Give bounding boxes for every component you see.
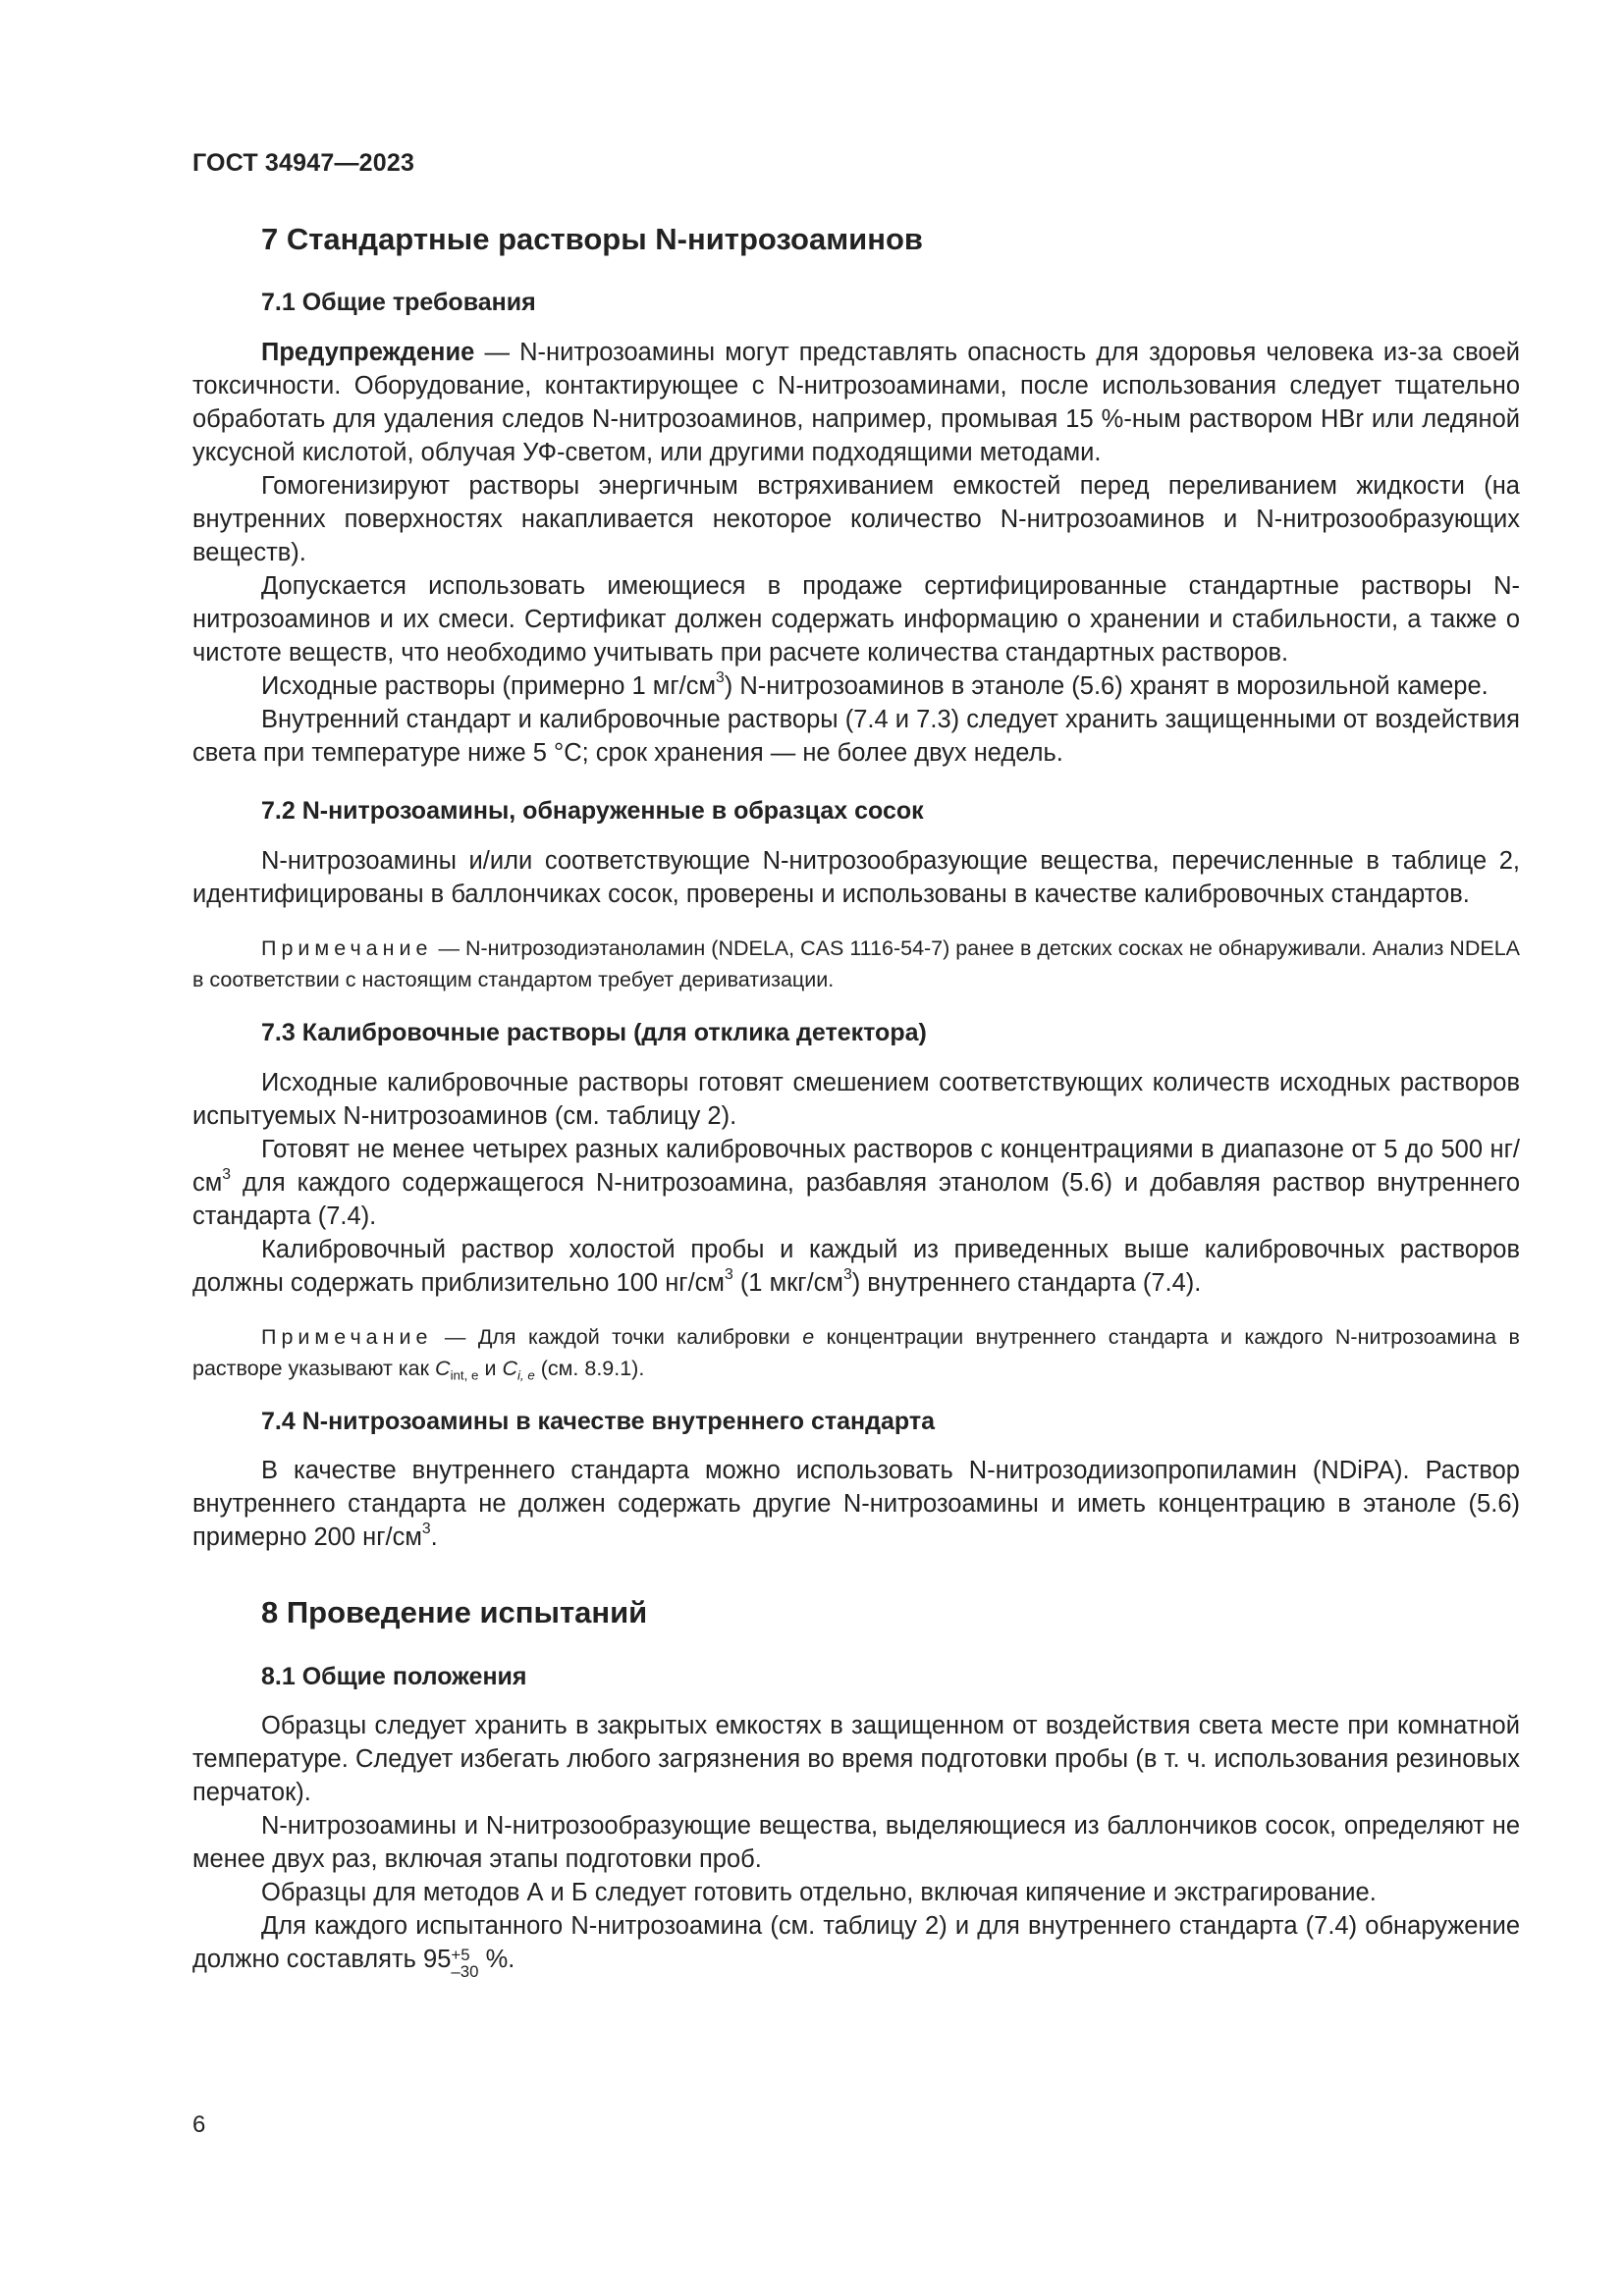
subsection-7-3-title: 7.3 Калибровочные растворы (для отклика детектора) — [261, 1018, 927, 1046]
note-label: Примечание — [261, 935, 433, 960]
tolerance — [451, 1945, 479, 1981]
paragraph-7-1-3: Допускается использовать имеющиеся в продаже сертифицированные стандартные растворы N-нитрозоаминов и их смеси. Сертификат должен содержать информацию о хранении и стабильности, а также о чистоте веществ, что необходимо учитывать при расчете количества стандартных растворов. — [192, 572, 1520, 667]
document-code: ГОСТ 34947—2023 — [192, 149, 415, 177]
paragraph-8-1-1: Образцы следует хранить в закрытых емкостях в защищенном от воздействия света месте при комнатной температуре. Следует избегать любого загрязнения во время подготовки пробы (в т. ч. использования резиновых перчаток). — [192, 1712, 1520, 1807]
text-run: . — [430, 1523, 438, 1552]
subscript — [517, 1367, 535, 1382]
subsection-7-1-title: 7.1 Общие требования — [261, 289, 536, 317]
italic-symbol: C — [435, 1356, 451, 1380]
superscript: 3 — [715, 669, 725, 687]
text-run: В качестве внутреннего стандарта можно использовать N-нитрозодиизопропиламин (NDiPA). Раствор внутреннего стандарта не должен содержать другие N-нитрозоамины и иметь концентрацию в этаноле (5.6) примерно 200 нг/см — [192, 1457, 1520, 1552]
text-run: концентрации внутреннего стандарта и каждого N-нитрозоамина в растворе указывают как — [192, 1324, 1520, 1380]
note-7-2 — [192, 933, 1520, 995]
text-run: ) внутреннего стандарта (7.4). — [851, 1268, 1202, 1297]
page-body — [192, 220, 1520, 1980]
italic-subscript: i, e — [516, 1367, 535, 1383]
paragraph-7-4-1 — [192, 1454, 1520, 1554]
note-text: — N-нитрозодиэтаноламин (NDELA, CAS 1116-54-7) ранее в детских сосках не обнаруживали. Анализ NDELA в соответствии с настоящим стандартом требует дериватизации. — [192, 935, 1520, 991]
superscript: 3 — [724, 1265, 733, 1283]
warning-paragraph — [192, 336, 1520, 469]
note-7-3 — [192, 1321, 1520, 1384]
tolerance-minus: –30 — [451, 1961, 479, 1981]
text-run: (см. 8.9.1). — [534, 1356, 645, 1380]
superscript: 3 — [421, 1521, 431, 1538]
text-run: ) N-нитрозоаминов в этаноле (5.6) хранят в морозильной камере. — [724, 672, 1489, 701]
paragraph-7-3-2 — [192, 1133, 1520, 1233]
text-run: (1 мкг/см — [732, 1268, 843, 1297]
paragraph-7-1-5: Внутренний стандарт и калибровочные растворы (7.4 и 7.3) следует хранить защищенными от воздействия света при температуре ниже 5 °C; срок хранения — не более двух недель. — [192, 706, 1520, 768]
warning-label: Предупреждение — [261, 339, 475, 367]
italic-symbol: e — [802, 1324, 815, 1349]
note-label: Примечание — [261, 1324, 433, 1349]
paragraph-7-3-3 — [192, 1233, 1520, 1300]
section-7-title: 7 Стандартные растворы N-нитрозоаминов — [261, 222, 923, 256]
text-run: — Для каждой точки калибровки — [432, 1324, 803, 1349]
italic-symbol: C — [502, 1356, 517, 1380]
text-run: Готовят не менее четырех разных калибровочных растворов с концентрациями в диапазоне от 5 до 500 нг/см — [192, 1135, 1520, 1197]
subscript: int, e — [450, 1367, 479, 1383]
superscript: 3 — [222, 1165, 232, 1183]
subsection-7-2-title: 7.2 N-нитрозоамины, обнаруженные в образцах сосок — [261, 797, 924, 826]
paragraph-8-1-4 — [192, 1909, 1520, 1980]
text-run: Калибровочный раствор холостой пробы и каждый из приведенных выше калибровочных растворов должны содержать приблизительно 100 нг/см — [192, 1235, 1520, 1297]
text-run: %. — [478, 1946, 515, 1974]
paragraph-7-1-4 — [192, 669, 1520, 703]
paragraph-7-3-1: Исходные калибровочные растворы готовят смешением соответствующих количеств исходных растворов испытуемых N-нитрозоаминов (см. таблицу 2). — [192, 1068, 1520, 1130]
text-run: Для каждого испытанного N-нитрозоамина (см. таблицу 2) и для внутреннего стандарта (7.4) обнаружение должно составлять 95 — [192, 1912, 1520, 1974]
paragraph-8-1-3: Образцы для методов А и Б следует готовить отдельно, включая кипячение и экстрагирование. — [261, 1879, 1377, 1907]
text-run: Исходные растворы (примерно 1 мг/см — [261, 672, 716, 701]
subsection-7-4-title: 7.4 N-нитрозоамины в качестве внутреннего стандарта — [261, 1407, 935, 1435]
text-run: и — [478, 1356, 503, 1380]
subsection-8-1-title: 8.1 Общие положения — [261, 1662, 527, 1690]
warning-text: — N-нитрозоамины могут представлять опасность для здоровья человека из-за своей токсичности. Оборудование, контактирующее с N-нитрозоаминами, после использования следует тщательно обработать для удаления следов N-нитрозоаминов, например, промывая 15 %-ным раствором HBr или ледяной уксусной кислотой, облучая УФ-светом, или другими подходящими методами. — [192, 339, 1520, 467]
paragraph-8-1-2: N-нитрозоамины и N-нитрозообразующие вещества, выделяющиеся из баллончиков сосок, определяют не менее двух раз, включая этапы подготовки проб. — [192, 1812, 1520, 1874]
tolerance-plus: +5 — [451, 1945, 470, 1964]
section-8-title: 8 Проведение испытаний — [261, 1595, 648, 1630]
paragraph-7-1-2: Гомогенизируют растворы энергичным встряхиванием емкостей перед переливанием жидкости (на внутренних поверхностях накапливается некоторое количество N-нитрозоаминов и N-нитрозообразующих веществ). — [192, 472, 1520, 567]
paragraph-7-2-1: N-нитрозоамины и/или соответствующие N-нитрозообразующие вещества, перечисленные в таблице 2, идентифицированы в баллончиках сосок, проверены и использованы в качестве калибровочных стандартов. — [192, 846, 1520, 908]
page-number: 6 — [192, 2111, 206, 2138]
superscript: 3 — [842, 1265, 852, 1283]
text-run: для каждого содержащегося N-нитрозоамина, разбавляя этанолом (5.6) и добавляя раствор внутреннего стандарта (7.4). — [192, 1168, 1520, 1230]
